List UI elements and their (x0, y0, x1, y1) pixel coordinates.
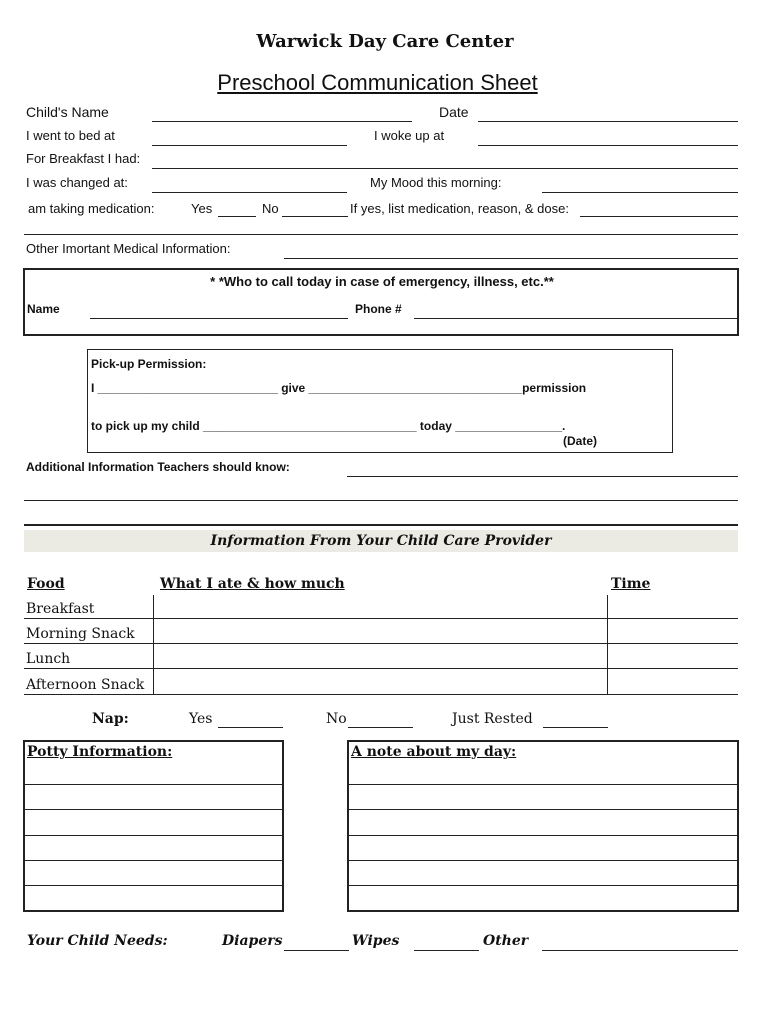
section-divider (24, 524, 738, 526)
needs-other-label: Other (483, 933, 529, 949)
emergency-phone-field[interactable] (414, 318, 738, 319)
nap-label: Nap: (92, 711, 129, 727)
meal-breakfast: Breakfast (26, 601, 95, 617)
mood-label: My Mood this morning: (370, 175, 502, 190)
childs-name-field[interactable] (152, 121, 412, 122)
col-time-header: Time (611, 576, 651, 592)
center-name: Warwick Day Care Center (256, 31, 514, 52)
potty-info-box (23, 740, 284, 912)
food-row-line-2 (24, 643, 738, 644)
food-table-divider-2 (607, 595, 608, 695)
emergency-phone-label: Phone # (355, 302, 402, 316)
col-food-header: Food (27, 576, 65, 592)
note-row-3[interactable] (348, 835, 738, 836)
medication-label: am taking medication: (28, 201, 155, 216)
potty-row-3[interactable] (24, 835, 283, 836)
food-row-line-1 (24, 618, 738, 619)
nap-yes-field[interactable] (218, 727, 283, 728)
medication-details-field[interactable] (580, 216, 738, 217)
medication-details-field-2[interactable] (24, 234, 738, 235)
other-medical-label: Other Imortant Medical Information: (26, 241, 231, 256)
potty-info-heading: Potty Information: (27, 744, 173, 760)
breakfast-field[interactable] (152, 168, 738, 169)
sheet-title: Preschool Communication Sheet (217, 70, 538, 95)
meal-afternoon-snack: Afternoon Snack (26, 677, 145, 693)
needs-wipes-field[interactable] (414, 950, 479, 951)
meal-lunch: Lunch (26, 651, 71, 667)
childs-name-label: Child's Name (26, 104, 109, 120)
note-row-2[interactable] (348, 809, 738, 810)
medication-no-label: No (262, 201, 279, 216)
potty-row-2[interactable] (24, 809, 283, 810)
additional-info-field-2[interactable] (24, 500, 738, 501)
breakfast-label: For Breakfast I had: (26, 151, 141, 166)
nap-yes-label: Yes (189, 711, 213, 727)
needs-diapers-field[interactable] (284, 950, 349, 951)
just-rested-field[interactable] (543, 727, 608, 728)
meal-morning-snack: Morning Snack (26, 626, 135, 642)
medication-yes-field[interactable] (218, 216, 256, 217)
date-label: Date (439, 104, 469, 120)
note-row-5[interactable] (348, 885, 738, 886)
needs-wipes-label: Wipes (352, 933, 400, 949)
pickup-line-1[interactable]: I ___________________________ give ________________________________permission (91, 381, 587, 395)
note-row-4[interactable] (348, 860, 738, 861)
date-field[interactable] (478, 121, 738, 122)
needs-other-field[interactable] (542, 950, 738, 951)
nap-no-field[interactable] (348, 727, 413, 728)
additional-info-label: Additional Information Teachers should know: (26, 460, 290, 474)
food-table-divider-1 (153, 595, 154, 695)
note-box (347, 740, 739, 912)
went-to-bed-label: I went to bed at (26, 128, 115, 143)
emergency-name-label: Name (27, 302, 60, 316)
food-row-line-3 (24, 668, 738, 669)
pickup-heading: Pick-up Permission: (91, 357, 207, 371)
just-rested-label: Just Rested (452, 711, 533, 727)
pickup-date-label: (Date) (563, 434, 598, 448)
medication-no-field[interactable] (282, 216, 348, 217)
additional-info-field-1[interactable] (347, 476, 738, 477)
woke-up-label: I woke up at (374, 128, 445, 143)
if-yes-label: If yes, list medication, reason, & dose: (350, 201, 569, 216)
needs-diapers-label: Diapers (222, 933, 283, 949)
emergency-name-field[interactable] (90, 318, 348, 319)
pickup-line-2[interactable]: to pick up my child ________________________________ today ________________. (91, 419, 566, 433)
nap-no-label: No (326, 711, 347, 727)
mood-field[interactable] (542, 192, 738, 193)
woke-up-field[interactable] (478, 145, 738, 146)
changed-at-field[interactable] (152, 192, 347, 193)
potty-row-5[interactable] (24, 885, 283, 886)
went-to-bed-field[interactable] (152, 145, 347, 146)
potty-row-4[interactable] (24, 860, 283, 861)
note-row-1[interactable] (348, 784, 738, 785)
other-medical-field[interactable] (284, 258, 738, 259)
medication-yes-label: Yes (191, 201, 213, 216)
emergency-heading: * *Who to call today in case of emergency, illness, etc.** (210, 274, 554, 289)
changed-at-label: I was changed at: (26, 175, 128, 190)
needs-label: Your Child Needs: (27, 933, 168, 949)
col-what-header: What I ate & how much (160, 576, 345, 592)
provider-section-heading: Information From Your Child Care Provider (24, 530, 738, 552)
potty-row-1[interactable] (24, 784, 283, 785)
note-heading: A note about my day: (351, 744, 517, 760)
food-row-line-4 (24, 694, 738, 695)
